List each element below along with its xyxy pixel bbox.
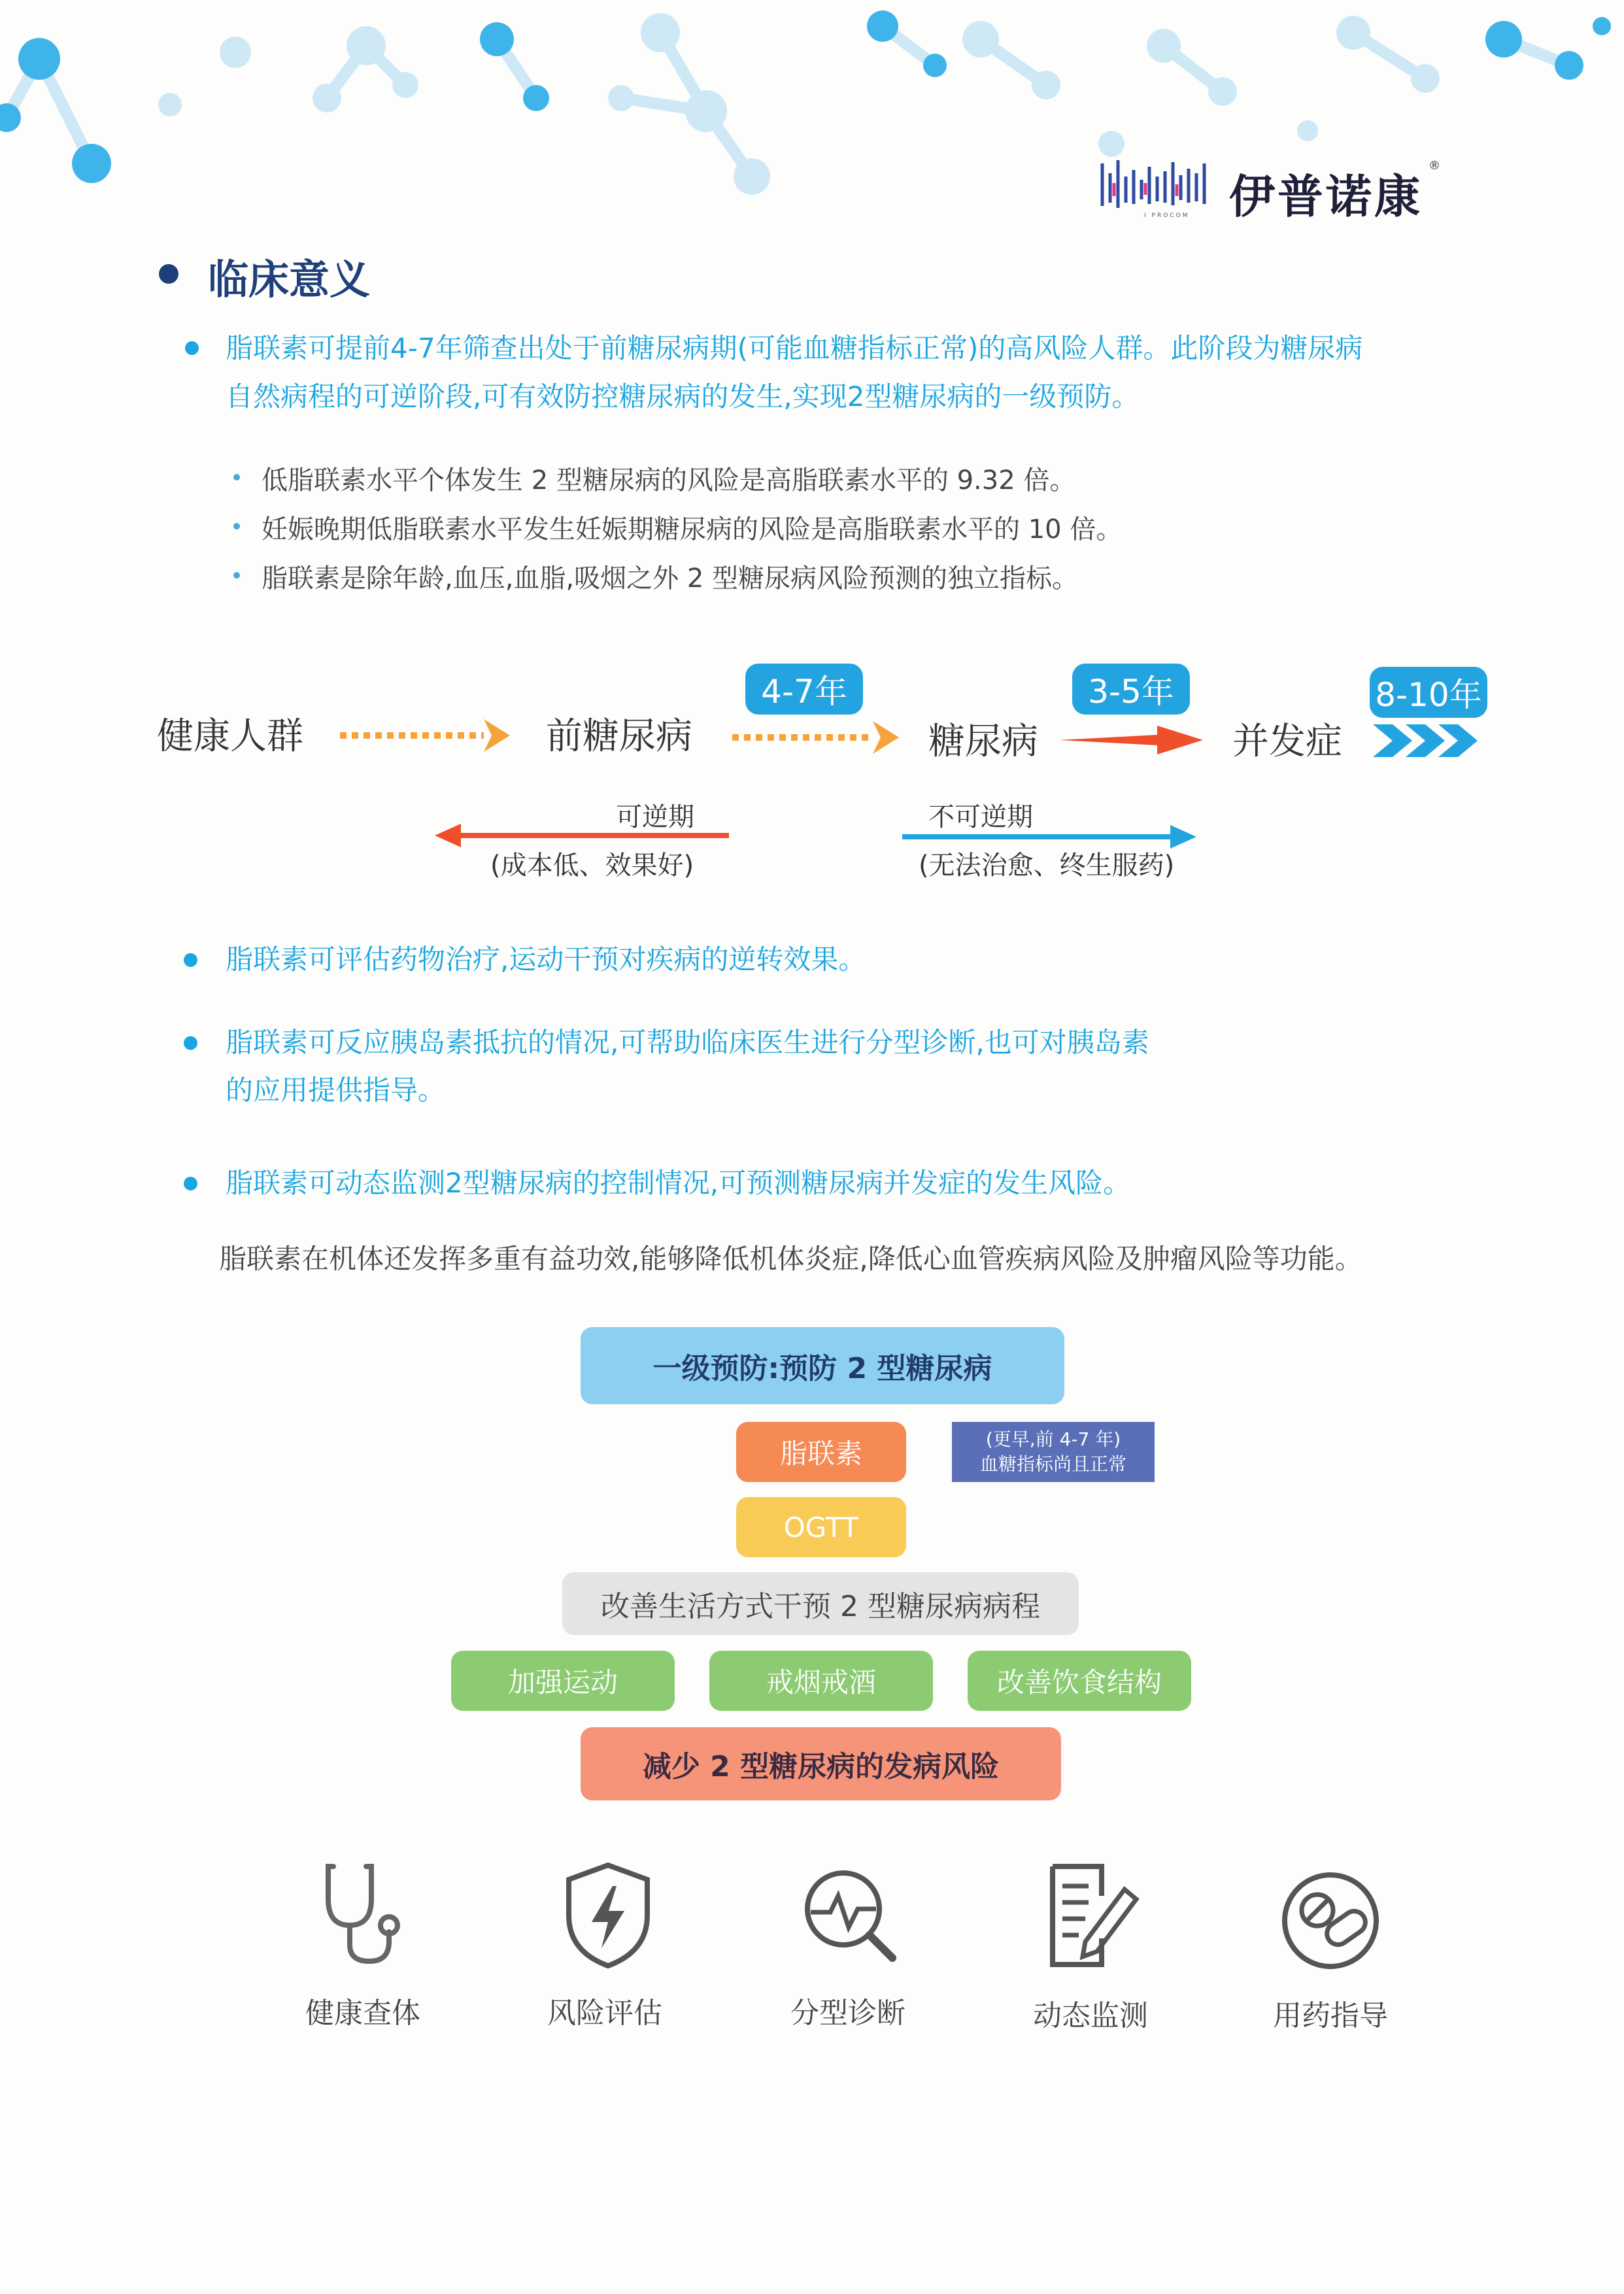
bullet-3-line-2: 的应用提供指导。 <box>226 1074 446 1106</box>
bullet-3-line-1: 脂联素可反应胰岛素抵抗的情况,可帮助临床医生进行分型诊断,也可对胰岛素 <box>226 1026 1149 1058</box>
badge-8-10-years: 8-10年 <box>1370 667 1487 718</box>
action-quit-smoking-box: 戒烟戒酒 <box>709 1651 933 1711</box>
stage-prediabetes: 前糖尿病 <box>546 715 692 758</box>
icon-label-medication: 用药指导 <box>1273 1999 1388 2033</box>
shield-icon <box>559 1860 657 1971</box>
registered-mark: ® <box>1429 159 1440 173</box>
icon-label-risk: 风险评估 <box>547 1997 662 2030</box>
summary-paragraph: 脂联素在机体还发挥多重有益功效,能够降低机体炎症,降低心血管疾病风险及肿瘤风险等功能。 <box>219 1243 1362 1275</box>
irreversible-label: 不可逆期 <box>928 802 1033 832</box>
adiponectin-box: 脂联素 <box>736 1422 906 1482</box>
bullet-dot <box>185 341 199 355</box>
logo-name: 伊普诺康 <box>1229 170 1423 224</box>
bullet-dot <box>184 953 197 967</box>
adiponectin-note <box>952 1422 1155 1482</box>
logo-bars-icon <box>1098 157 1216 216</box>
bullet-2-line-1: 脂联素可评估药物治疗,运动干预对疾病的逆转效果。 <box>226 943 866 975</box>
bullet-1-line-2: 自然病程的可逆阶段,可有效防控糖尿病的发生,实现2型糖尿病的一级预防。 <box>226 380 1140 413</box>
logo-subtitle: I PROCOM <box>1144 212 1190 219</box>
flow-arrows <box>0 654 1624 889</box>
irreversible-note: (无法治愈、终生服药) <box>919 851 1175 881</box>
badge-4-7-years: 4-7年 <box>745 664 863 715</box>
icon-label-diagnosis: 分型诊断 <box>790 1997 905 2030</box>
stethoscope-icon <box>314 1853 412 1971</box>
section-title: 临床意义 <box>208 256 371 303</box>
sub-bullet-3: 脂联素是除年龄,血压,血脂,吸烟之外 2 型糖尿病风险预测的独立指标。 <box>262 564 1079 594</box>
bullet-1-line-1: 脂联素可提前4-7年筛查出处于前糖尿病期(可能血糖指标正常)的高风险人群。此阶段为糖尿病 <box>226 332 1363 364</box>
section-bullet <box>159 264 178 284</box>
reversible-note: (成本低、效果好) <box>490 851 694 881</box>
ogtt-box: OGTT <box>736 1497 906 1557</box>
icon-label-monitoring: 动态监测 <box>1033 1999 1148 2033</box>
adiponectin-note-line-1: (更早,前 4-7 年) <box>985 1428 1121 1450</box>
magnifier-wave-icon <box>798 1863 902 1968</box>
badge-3-5-years: 3-5年 <box>1072 664 1190 715</box>
sub-bullet-dot <box>233 474 240 481</box>
reversible-label: 可逆期 <box>616 802 694 832</box>
action-diet-box: 改善饮食结构 <box>968 1651 1191 1711</box>
brand-logo <box>1098 154 1445 226</box>
lifestyle-box: 改善生活方式干预 2 型糖尿病病程 <box>562 1572 1079 1635</box>
sub-bullet-1: 低脂联素水平个体发生 2 型糖尿病的风险是高脂联素水平的 9.32 倍。 <box>262 465 1076 496</box>
bullet-dot <box>184 1036 197 1050</box>
stage-healthy: 健康人群 <box>157 715 303 758</box>
action-exercise-box: 加强运动 <box>451 1651 675 1711</box>
bullet-dot <box>184 1177 197 1190</box>
document-pen-icon <box>1040 1860 1144 1971</box>
bullet-4-line-1: 脂联素可动态监测2型糖尿病的控制情况,可预测糖尿病并发症的发生风险。 <box>226 1167 1131 1199</box>
stage-diabetes: 糖尿病 <box>928 720 1038 763</box>
sub-bullet-2: 妊娠晚期低脂联素水平发生妊娠期糖尿病的风险是高脂联素水平的 10 倍。 <box>262 514 1123 545</box>
primary-prevention-box: 一级预防:预防 2 型糖尿病 <box>581 1327 1064 1404</box>
sub-bullet-dot <box>233 523 240 530</box>
icon-label-checkup: 健康查体 <box>305 1997 420 2030</box>
pill-icon <box>1278 1870 1386 1974</box>
stage-complications: 并发症 <box>1232 720 1342 763</box>
sub-bullet-dot <box>233 572 240 579</box>
adiponectin-note-line-2: 血糖指标尚且正常 <box>979 1453 1126 1475</box>
reduce-risk-box: 减少 2 型糖尿病的发病风险 <box>581 1727 1061 1800</box>
